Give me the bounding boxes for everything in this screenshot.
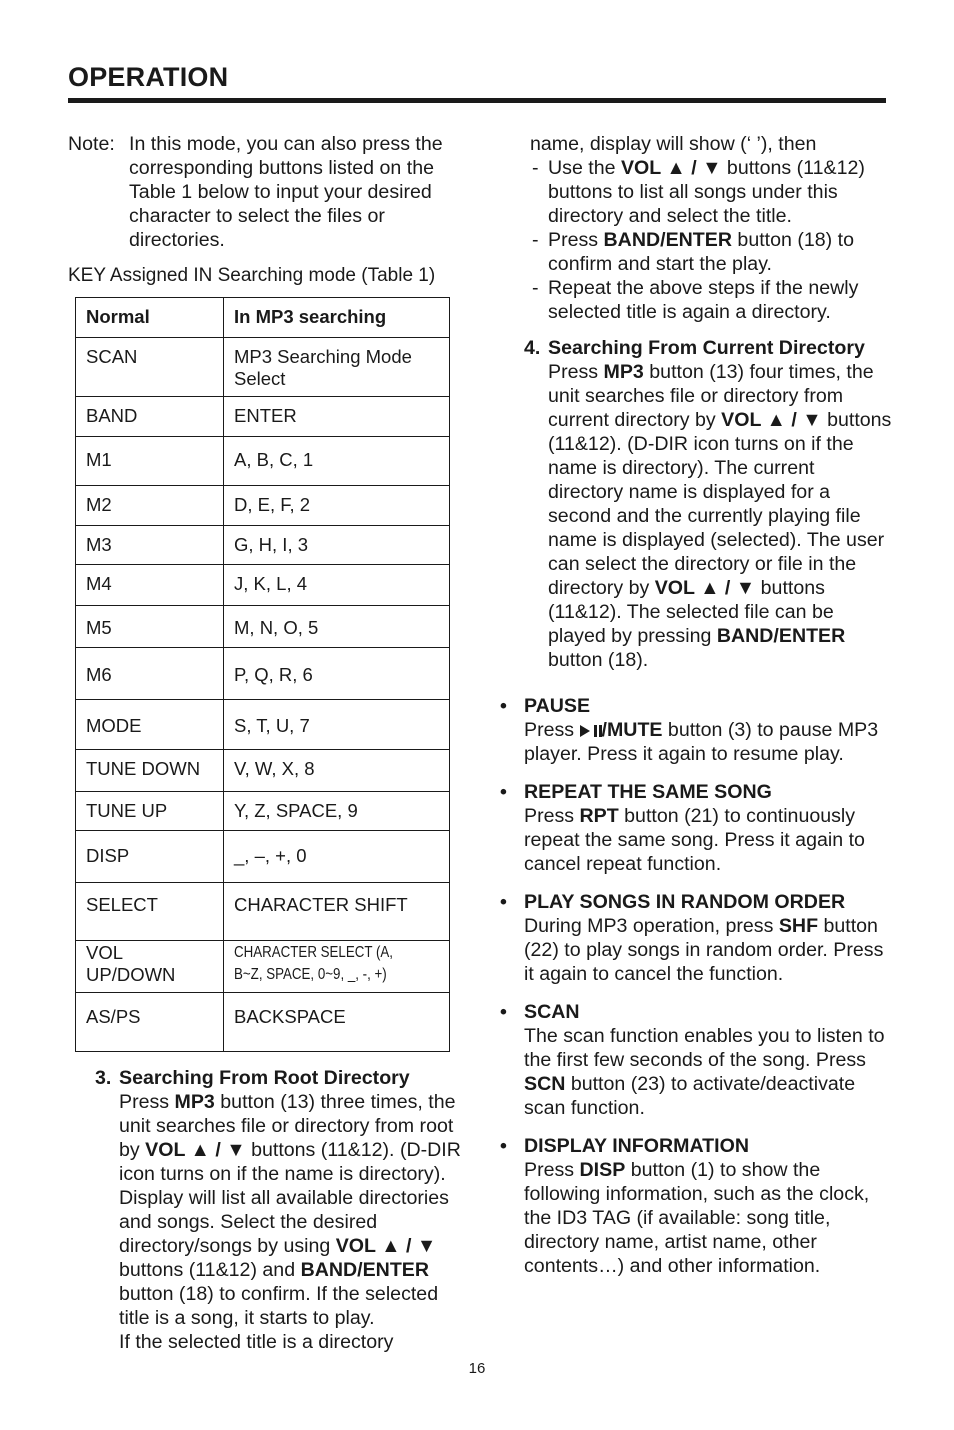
section-number: 3. <box>95 1067 112 1089</box>
table-cell: SELECT <box>76 883 224 941</box>
section-body: Press MP3 button (13) four times, the unit searches file or directory from current directory by VOL ▲ / ▼ buttons (11&12). (D-DIR icon turns on if the name is directory). The current directory name is displayed for a second and the currently playing file name is displayed (selected). The user can select the directory or file in the directory by VOL ▲ / ▼ buttons (11&12). The selected file can be played by pressing BAND/ENTER button (18). <box>548 361 892 671</box>
section-root-directory <box>68 1066 468 1354</box>
table-row <box>76 397 450 437</box>
table-cell: A, B, C, 1 <box>224 437 450 486</box>
bullet-title: PAUSE <box>524 695 591 717</box>
table-row <box>76 526 450 565</box>
list-item: - Repeat the above steps if the newly selected title is again a directory. <box>532 277 859 323</box>
bullet-body: During MP3 operation, press SHF button (22) to play songs in random order. Press it again to cancel the function. <box>524 915 884 985</box>
table-cell: CHARACTER SELECT (A, B~Z, SPACE, 0~9, _, -, +) <box>234 944 394 983</box>
table-row <box>76 486 450 526</box>
bullet-scan: • SCAN The scan function enables you to listen to the first few seconds of the song. Press SCN button (23) to activate/deactivate scan function. <box>502 1000 892 1120</box>
section-current-directory <box>502 336 892 672</box>
table-cell: SCAN <box>76 338 224 397</box>
note <box>68 132 468 252</box>
header-rule <box>68 98 886 103</box>
table-row <box>76 993 450 1052</box>
list-item: - Use the VOL ▲ / ▼ buttons (11&12) buttons to list all songs under this directory and select the title. <box>532 157 865 227</box>
bullet-body: Press DISP button (1) to show the following information, such as the clock, the ID3 TAG (if available: song title, directory name, artist name, other contents…) and other information. <box>524 1159 870 1277</box>
bullet-title: PLAY SONGS IN RANDOM ORDER <box>524 891 846 913</box>
table-header-row <box>76 298 450 338</box>
table-cell: _, –, +, 0 <box>224 831 450 883</box>
table-row <box>76 606 450 648</box>
table-header-cell: Normal <box>76 298 224 338</box>
table-cell: S, T, U, 7 <box>224 700 450 750</box>
note-label: Note: <box>68 133 115 155</box>
table-cell: V, W, X, 8 <box>224 750 450 792</box>
section-title: Searching From Root Directory <box>119 1067 410 1089</box>
page-number: 16 <box>468 1360 486 1377</box>
bullet-title: DISPLAY INFORMATION <box>524 1135 749 1157</box>
table-cell: G, H, I, 3 <box>224 526 450 565</box>
table-row <box>76 831 450 883</box>
bullet-repeat: • REPEAT THE SAME SONG Press RPT button (21) to continuously repeat the same song. Press it again to cancel repeat function. <box>502 780 892 876</box>
table-cell: BAND <box>76 397 224 437</box>
section-body: Press MP3 button (13) three times, the unit searches file or directory from root by VOL ▲ / ▼ buttons (11&12). (D-DIR icon turns on if the name is directory). Display will list all available directories and songs. Select the desired directory/songs by using VOL ▲ / ▼ buttons (11&12) and BAND/ENTER button (18) to confirm. If the selected title is a song, it starts to play. <box>119 1091 461 1329</box>
table-row <box>76 648 450 700</box>
table-row <box>76 700 450 750</box>
table-cell: M2 <box>76 486 224 526</box>
list-item: - Press BAND/ENTER button (18) to confirm and start the play. <box>532 229 854 275</box>
bullet-body: Press RPT button (21) to continuously repeat the same song. Press it again to cancel repeat function. <box>524 805 865 875</box>
table-cell: J, K, L, 4 <box>224 565 450 606</box>
page-title: OPERATION <box>68 62 229 92</box>
table-cell: VOL UP/DOWN <box>76 941 224 993</box>
table-cell: AS/PS <box>76 993 224 1052</box>
table-cell: M3 <box>76 526 224 565</box>
section-body-continued: If the selected title is a directory <box>119 1331 394 1353</box>
table-cell: M4 <box>76 565 224 606</box>
note-text: In this mode, you can also press the corresponding buttons listed on the Table 1 below to input your desired character to select the files or directories. <box>129 133 443 251</box>
table-cell: MODE <box>76 700 224 750</box>
play-pause-icon <box>580 719 602 741</box>
continued-text: name, display will show (‘ ’), then <box>530 133 817 155</box>
table-cell: M, N, O, 5 <box>224 606 450 648</box>
table-cell: TUNE UP <box>76 792 224 831</box>
table-caption: KEY Assigned IN Searching mode (Table 1) <box>68 265 436 286</box>
table-row <box>76 437 450 486</box>
bullet-pause: • PAUSE Press /MUTE button (3) to pause MP3 player. Press it again to resume play. <box>502 694 892 766</box>
table-cell: P, Q, R, 6 <box>224 648 450 700</box>
bullet-body: Press /MUTE button (3) to pause MP3 player. Press it again to resume play. <box>524 719 879 765</box>
table-cell: DISP <box>76 831 224 883</box>
table-header-cell: In MP3 searching <box>224 298 450 338</box>
right-column <box>502 132 892 1278</box>
table-cell: M6 <box>76 648 224 700</box>
table-row <box>76 565 450 606</box>
section-title: Searching From Current Directory <box>548 337 865 359</box>
table-cell: M5 <box>76 606 224 648</box>
bullet-body: The scan function enables you to listen to the first few seconds of the song. Press SCN button (23) to activate/deactivate scan function. <box>524 1025 885 1119</box>
section-number: 4. <box>524 337 541 359</box>
table-cell: ENTER <box>224 397 450 437</box>
table-row <box>76 792 450 831</box>
table-row <box>76 941 450 993</box>
bullet-display: • DISPLAY INFORMATION Press DISP button (1) to show the following information, such as the clock, the ID3 TAG (if available: song title, directory name, artist name, other contents…) and other information. <box>502 1134 892 1278</box>
table-cell: BACKSPACE <box>224 993 450 1052</box>
left-column <box>68 132 468 1354</box>
bullet-title: SCAN <box>524 1001 580 1023</box>
table-row <box>76 338 450 397</box>
table-cell: CHARACTER SHIFT <box>224 883 450 941</box>
table-cell: M1 <box>76 437 224 486</box>
table-row <box>76 750 450 792</box>
table-cell: Y, Z, SPACE, 9 <box>224 792 450 831</box>
table-cell: D, E, F, 2 <box>224 486 450 526</box>
bullet-random: • PLAY SONGS IN RANDOM ORDER During MP3 operation, press SHF button (22) to play songs in random order. Press it again to cancel the function. <box>502 890 892 986</box>
table-cell: MP3 Searching Mode Select <box>224 338 450 397</box>
table-row <box>76 883 450 941</box>
table-cell: TUNE DOWN <box>76 750 224 792</box>
bullet-title: REPEAT THE SAME SONG <box>524 781 772 803</box>
key-table <box>75 297 450 1052</box>
